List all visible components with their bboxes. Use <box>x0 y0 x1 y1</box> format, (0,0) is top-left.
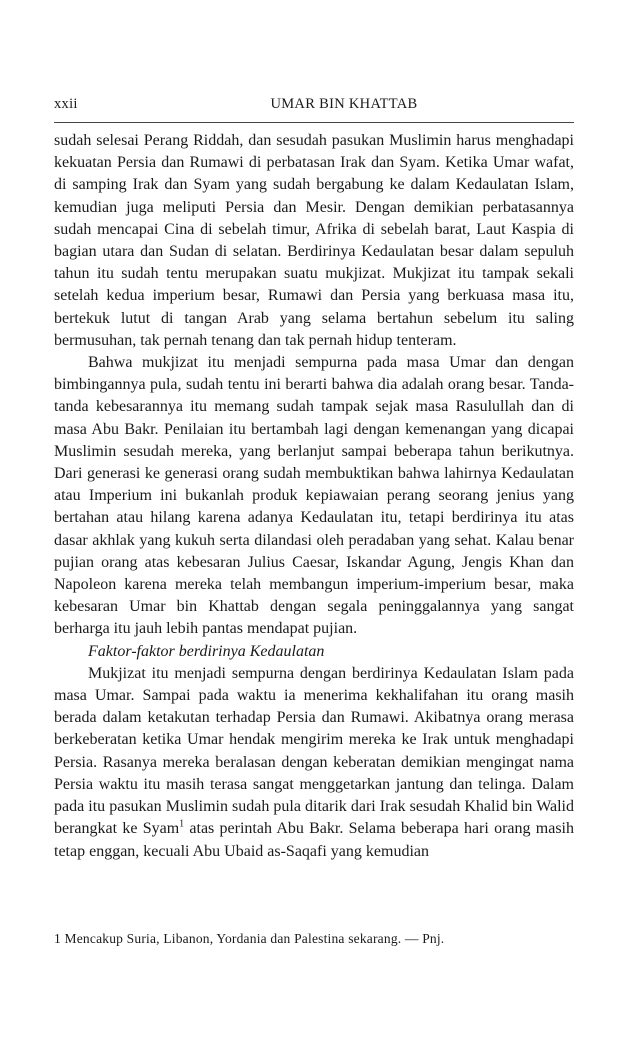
footnote-text: Mencakup Suria, Libanon, Yordania dan Palestina sekarang. — Pnj. <box>60 931 445 946</box>
footnote-reference: 1 <box>179 818 185 830</box>
page-number: xxii <box>54 96 78 112</box>
footnote-number: 1 <box>54 931 61 946</box>
running-title: UMAR BIN KHATTAB <box>270 96 418 112</box>
body-text <box>54 130 574 863</box>
paragraph-3-start: Mukjizat itu menjadi sempurna dengan berdirinya Kedaulatan Islam pada masa Umar. Sampai pada waktu ia menerima kekhalifahan itu orang masih berada dalam ketakutan terhadap Persia dan Rumawi. Akibatnya orang merasa berkeberatan ketika Umar hendak mengirim mereka ke Irak untuk menghadapi Persia. Rasanya mereka beralasan dengan keberatan demikian mengingat nama Persia waktu itu masih terasa sangat menggetarkan jantung dan telinga. Dalam pada itu pasukan Muslimin sudah pula ditarik dari Irak sesudah Khalid bin Walid berangkat ke Syam <box>54 664 574 838</box>
paragraph-2: Bahwa mukjizat itu menjadi sempurna pada masa Umar dan dengan bimbingannya pula, sudah tentu ini berarti bahwa dia adalah orang besar. Tanda-tanda kebesarannya itu memang sudah tampak sejak masa Rasulullah dan di masa Abu Bakr. Penilaian itu bertambah lagi dengan kemenangan yang dicapai Muslimin sesudah mereka, yang berlanjut sampai beberapa tahun berikutnya. Dari generasi ke generasi orang sudah membuktikan bahwa lahirnya Kedaulatan atau Imperium ini bukanlah produk kepiawaian perang seorang jenius yang bertahan atau hilang karena adanya Kedaulatan itu, tetapi berdirinya itu atas dasar akhlak yang kukuh serta dilandasi oleh peradaban yang sehat. Kalau benar pujian orang atas kebesaran Julius Caesar, Iskandar Agung, Jengis Khan dan Napoleon karena mereka telah membangun imperium-imperium besar, maka kebesaran Umar bin Khattab dengan segala peninggalannya yang sangat berharga itu jauh lebih pantas mendapat pujian. <box>54 354 574 638</box>
paragraph-3-end: atas perintah Abu Bakr. Selama beberapa hari orang masih tetap enggan, kecuali Abu Ubaid as-Saqafi yang kemudian <box>54 820 574 860</box>
footnote <box>54 931 574 947</box>
section-subheading: Faktor-faktor berdirinya Kedaulatan <box>88 642 325 660</box>
header-rule <box>54 122 574 123</box>
page-header <box>54 96 574 116</box>
paragraph-1: sudah selesai Perang Riddah, dan sesudah pasukan Muslimin harus menghadapi kekuatan Persia dan Rumawi di perbatasan Irak dan Syam. Ketika Umar wafat, di samping Irak dan Syam yang sudah bergabung ke dalam Kedaulatan Islam, kemudian juga meliputi Persia dan Mesir. Dengan demikian perbatasannya sudah mencapai Cina di sebelah timur, Afrika di sebelah barat, Laut Kaspia di bagian utara dan Sudan di selatan. Berdirinya Kedaulatan besar dalam sepuluh tahun itu sudah tentu merupakan suatu mukjizat. Mukjizat itu tampak sekali setelah kedua imperium besar, Rumawi dan Persia yang berkuasa masa itu, bertekuk lutut di tangan Arab yang selama bertahun sebelum itu saling bermusuhan, tak pernah tenang dan tak pernah hidup tenteram. <box>54 132 574 349</box>
paragraph-3 <box>54 663 574 863</box>
